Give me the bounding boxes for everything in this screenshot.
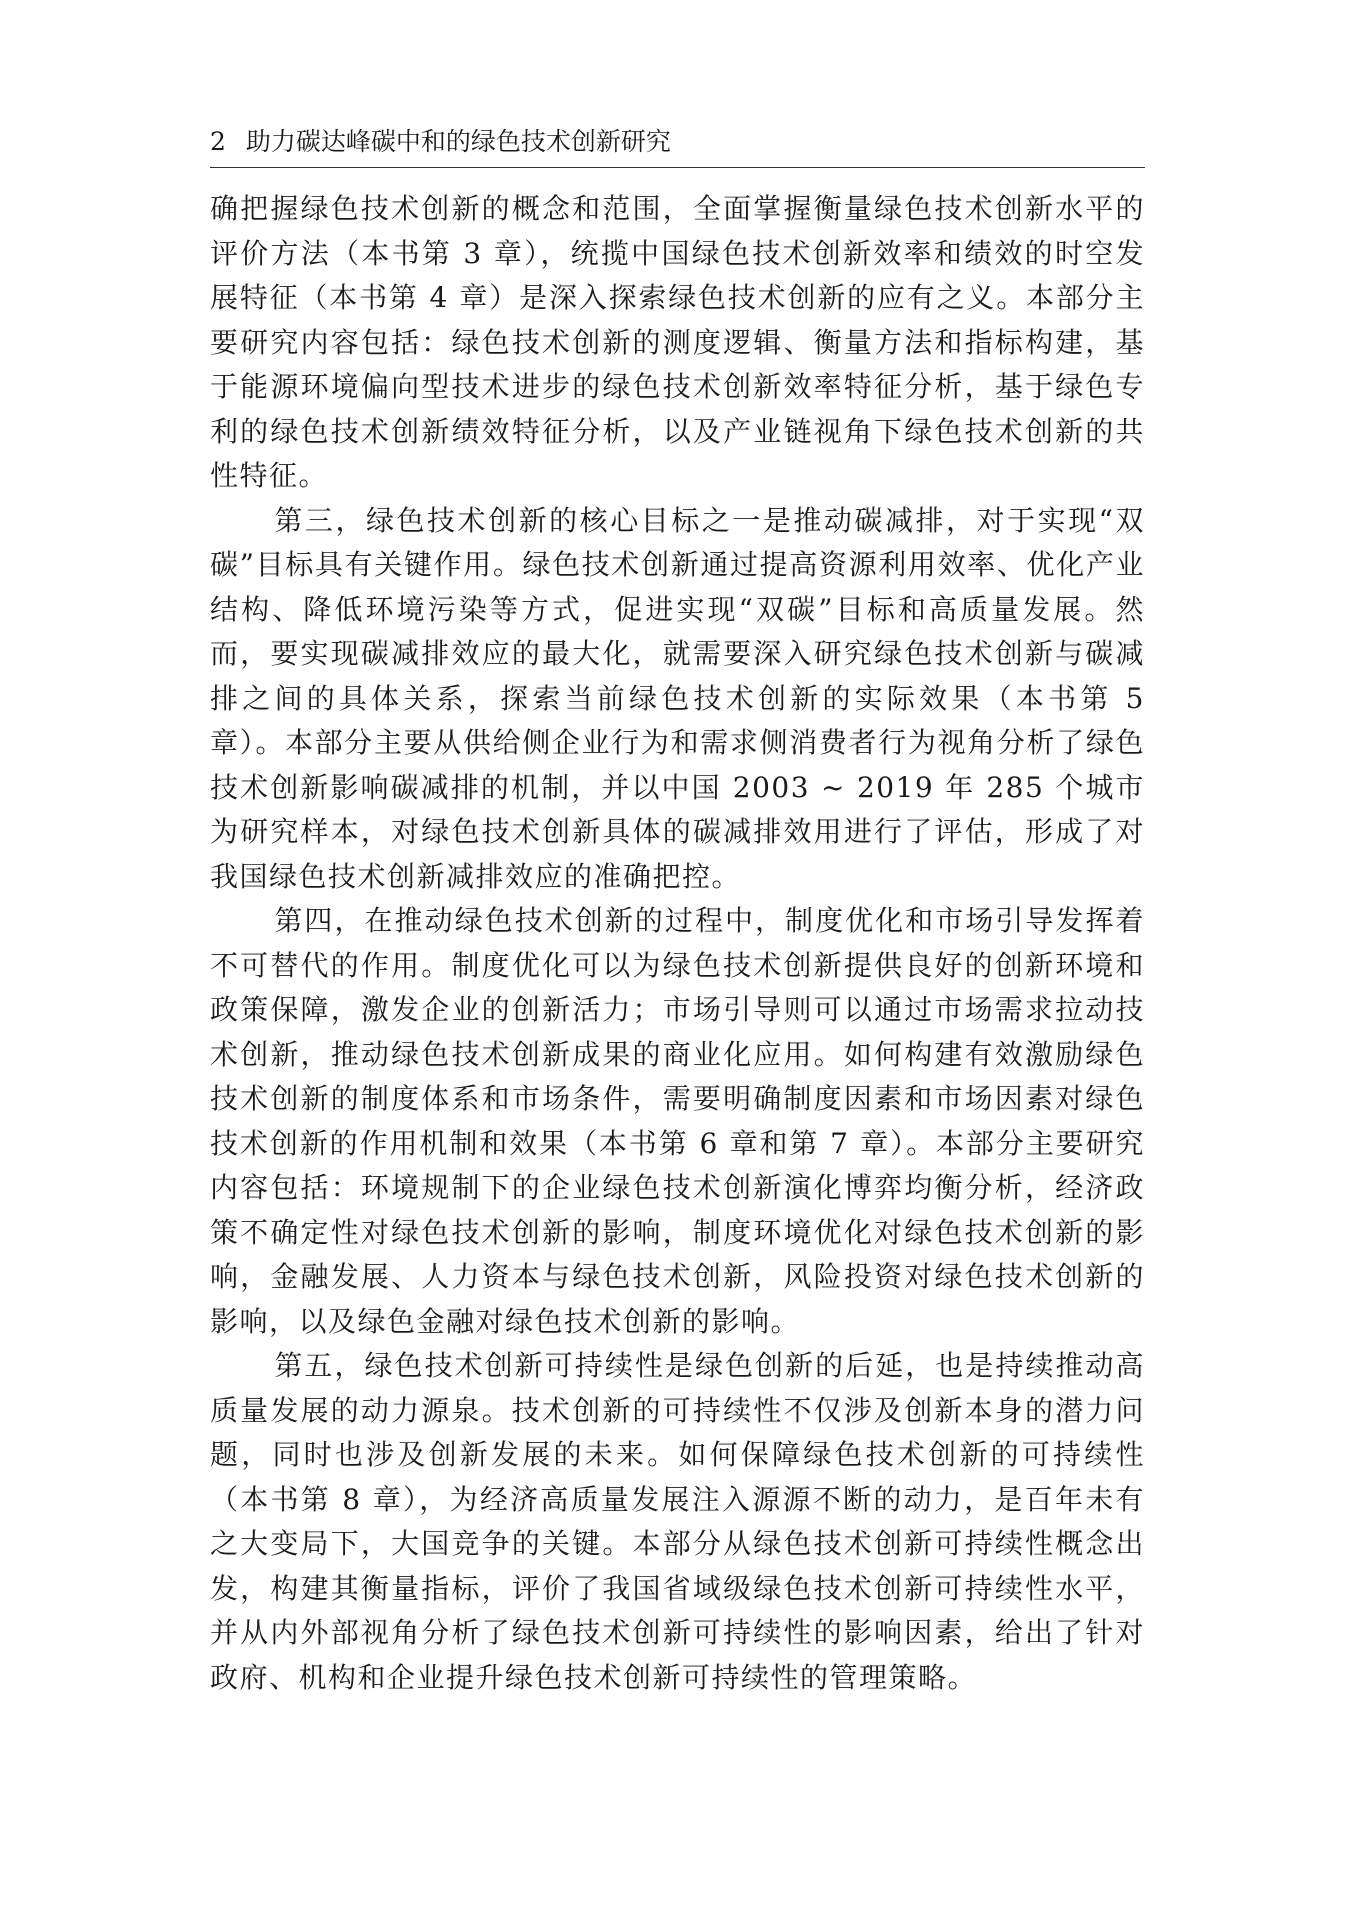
page-number: 2 xyxy=(210,127,226,156)
book-title: 助力碳达峰碳中和的绿色技术创新研究 xyxy=(245,127,671,156)
paragraph-fifth-point: 第五，绿色技术创新可持续性是绿色创新的后延，也是持续推动高质量发展的动力源泉。技术创新的可持续性不仅涉及创新本身的潜力问题，同时也涉及创新发展的未来。如何保障绿色技术创新的可持续性（本书第 8 章），为经济高质量发展注入源源不断的动力，是百年未有之大变局下，大国竞争的关键。本部分从绿色技术创新可持续性概念出发，构建其衡量指标，评价了我国省域级绿色技术创新可持续性水平，并从内外部视角分析了绿色技术创新可持续性的影响因素，给出了针对政府、机构和企业提升绿色技术创新可持续性的管理策略。 xyxy=(210,1349,1145,1694)
paragraph-third-point: 第三，绿色技术创新的核心目标之一是推动碳减排，对于实现“双碳”目标具有关键作用。绿色技术创新通过提高资源利用效率、优化产业结构、降低环境污染等方式，促进实现“双碳”目标和高质量发展。然而，要实现碳减排效应的最大化，就需要深入研究绿色技术创新与碳减排之间的具体关系，探索当前绿色技术创新的实际效果（本书第 5 章）。本部分主要从供给侧企业行为和需求侧消费者行为视角分析了绿色技术创新影响碳减排的机制，并以中国 2003 ~ 2019 年 285 个城市为研究样本，对绿色技术创新具体的碳减排效用进行了评估，形成了对我国绿色技术创新减排效应的准确把控。 xyxy=(210,503,1145,893)
paragraph-continued: 确把握绿色技术创新的概念和范围，全面掌握衡量绿色技术创新水平的评价方法（本书第 3 章），统揽中国绿色技术创新效率和绩效的时空发展特征（本书第 4 章）是深入探索绿色技术创新的应有之义。本部分主要研究内容包括：绿色技术创新的测度逻辑、衡量方法和指标构建，基于能源环境偏向型技术进步的绿色技术创新效率特征分析，基于绿色专利的绿色技术创新绩效特征分析，以及产业链视角下绿色技术创新的共性特征。 xyxy=(210,192,1145,492)
running-header xyxy=(210,124,1145,168)
paragraph-fourth-point: 第四，在推动绿色技术创新的过程中，制度优化和市场引导发挥着不可替代的作用。制度优化可以为绿色技术创新提供良好的创新环境和政策保障，激发企业的创新活力；市场引导则可以通过市场需求拉动技术创新，推动绿色技术创新成果的商业化应用。如何构建有效激励绿色技术创新的制度体系和市场条件，需要明确制度因素和市场因素对绿色技术创新的作用机制和效果（本书第 6 章和第 7 章）。本部分主要研究内容包括：环境规制下的企业绿色技术创新演化博弈均衡分析，经济政策不确定性对绿色技术创新的影响，制度环境优化对绿色技术创新的影响，金融发展、人力资本与绿色技术创新，风险投资对绿色技术创新的影响，以及绿色金融对绿色技术创新的影响。 xyxy=(210,904,1145,1338)
body-text xyxy=(210,187,1145,1700)
